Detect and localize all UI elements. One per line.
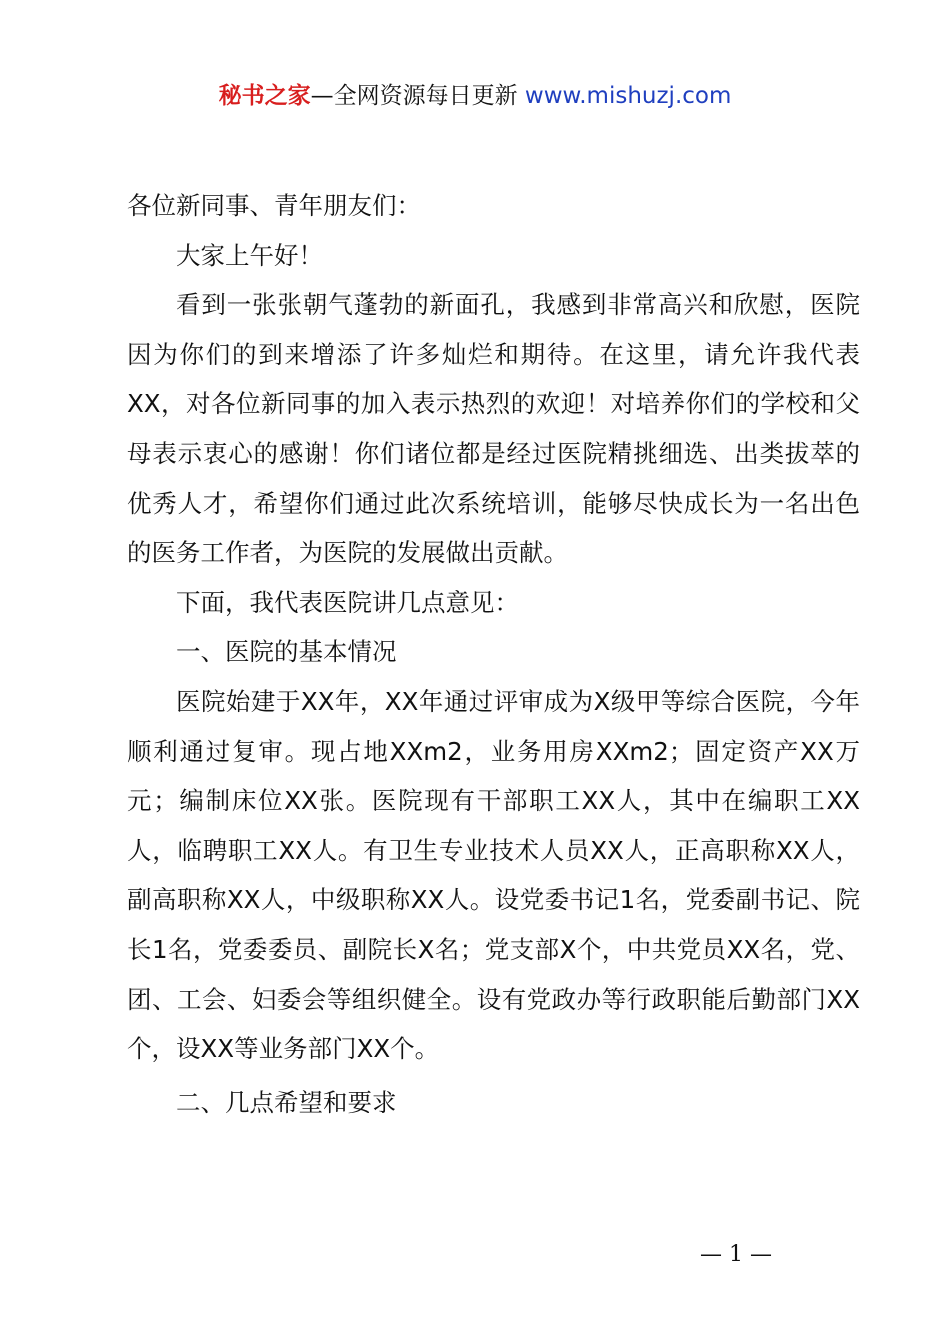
greeting: 大家上午好！	[176, 240, 323, 270]
site-header	[0, 80, 950, 112]
section-heading-2: 二、几点希望和要求	[176, 1087, 397, 1117]
salutation: 各位新同事、青年朋友们：	[127, 191, 421, 220]
transition-paragraph: 下面，我代表医院讲几点意见：	[176, 587, 519, 617]
section-heading-1: 一、医院的基本情况	[176, 637, 397, 667]
header-tagline: —全网资源每日更新	[310, 83, 518, 109]
website-link[interactable]: www.mishuzj.com	[524, 83, 732, 109]
section-1-paragraph: 医院始建于XX年，XX年通过评审成为X级甲等综合医院，今年顺利通过复审。现占地XXm2，业务用房XXm2；固定资产XX万元；编制床位XX张。医院现有干部职工XX人，其中在编职工XX人，临聘职工XX人。有卫生专业技术人员XX人，正高职称XX人，副高职称XX人，中级职称XX人。设党委书记1名，党委副书记、院长1名，党委委员、副院长X名；党支部X个，中共党员XX名，党、团、工会、妇委会等组织健全。设有党政办等行政职能后勤部门XX个，设XX等业务部门XX个。	[127, 686, 860, 1064]
brand-name: 秘书之家	[218, 83, 311, 109]
document-body	[127, 181, 860, 1127]
intro-paragraph: 看到一张张朝气蓬勃的新面孔，我感到非常高兴和欣慰，医院因为你们的到来增添了许多灿烂和期待。在这里，请允许我代表XX，对各位新同事的加入表示热烈的欢迎！对培养你们的学校和父母表示衷心的感谢！你们诸位都是经过医院精挑细选、出类拔萃的优秀人才，希望你们通过此次系统培训，能够尽快成长为一名出色的医务工作者，为医院的发展做出贡献。	[127, 290, 860, 568]
page-number: — 1 —	[700, 1242, 772, 1267]
